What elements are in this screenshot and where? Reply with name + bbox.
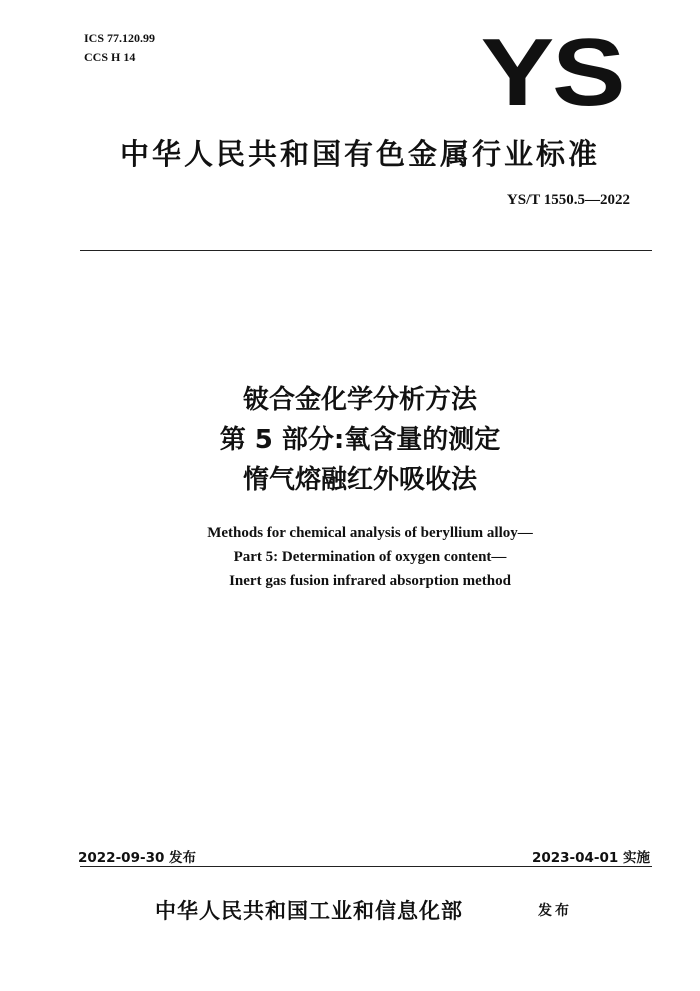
ccs-code: CCS H 14 [84, 50, 136, 64]
standard-code: YS/T 1550.5—2022 [506, 192, 630, 208]
standard-category-title: 中华人民共和国有色金属行业标准 [119, 137, 600, 171]
bottom-divider [80, 866, 652, 867]
chinese-title-line-3: 惰气熔融红外吸收法 [242, 465, 477, 495]
english-title-line-3: Inert gas fusion infrared absorption method [229, 573, 511, 589]
chinese-title-line-2: 第 5 部分:氧含量的测定 [219, 425, 501, 455]
issuing-authority: 中华人民共和国工业和信息化部 [155, 898, 463, 923]
issue-label: 发布 [538, 903, 572, 919]
top-divider [80, 250, 652, 251]
chinese-title-line-1: 铍合金化学分析方法 [242, 385, 477, 415]
implement-date: 2023-04-01 实施 [531, 850, 650, 866]
ics-code: ICS 77.120.99 [84, 31, 156, 45]
english-title-line-2: Part 5: Determination of oxygen content— [233, 549, 507, 565]
ys-logo: YS [480, 19, 624, 126]
english-title [60, 521, 680, 593]
english-title-line-1: Methods for chemical analysis of beryllium alloy— [207, 525, 533, 541]
chinese-title [60, 380, 660, 500]
publish-date: 2022-09-30 发布 [78, 850, 197, 866]
